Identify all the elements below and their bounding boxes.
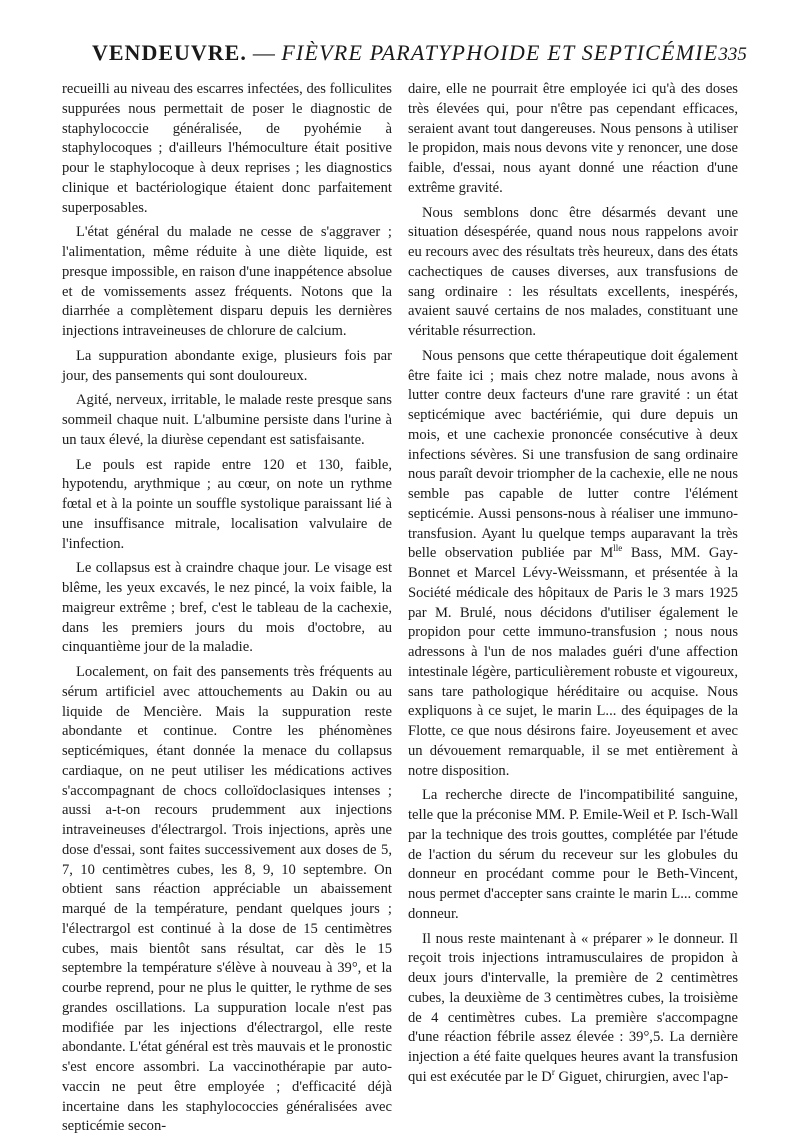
paragraph: La suppuration abondante exige, plusieurs fois par jour, des pansements qui sont douloureux.: [62, 347, 392, 384]
paragraph: Agité, nerveux, irritable, le malade reste presque sans sommeil chaque nuit. L'albumine persiste dans l'urine à un taux élevé, la diurèse cependant est satisfaisante.: [62, 392, 392, 448]
superscript: lle: [613, 543, 623, 554]
paragraph: L'état général du malade ne cesse de s'aggraver ; l'alimentation, même réduite à une diète liquide, est presque impossible, en raison d'une inappétence absolue et de vomissements assez fréquents. Notons que la diarrhée a complètement disparu depuis les dernières injections intraveineuses de chlorure de calcium.: [62, 224, 392, 339]
running-head: [92, 40, 747, 76]
paragraph-text: Giguet, chirurgien, avec l'ap-: [554, 1068, 729, 1085]
paragraph: recueilli au niveau des escarres infectées, des folliculites suppurées nous permettait de poser le diagnostic de staphylococcie généralisée, de pyohémie à staphylocoques ; d'ailleurs l'hémoculture était positive pour le staphylocoque à deux reprises ; les diagnostics clinique et bactériologique étaient donc parfaitement superposables.: [62, 81, 392, 216]
paragraph: Le pouls est rapide entre 120 et 130, faible, hypotendu, arythmique ; au cœur, on note un rythme fœtal et à la pointe un souffle systolique paraissant lié à une insuffisance mitrale, localisation valvulaire de l'infection.: [62, 456, 392, 552]
left-column: [62, 80, 392, 1142]
paragraph: daire, elle ne pourrait être employée ici qu'à des doses très élevées qui, pour n'être pas cependant efficaces, seraient avant tout dangereuses. Nous pensons à utiliser le propidon, mais nous devons vite y renoncer, une dose faible, d'essai, nous ayant donné une réaction d'une extrême gravité.: [408, 81, 738, 196]
page-number: 335: [718, 44, 747, 65]
running-head-title: [92, 40, 718, 66]
paragraph: Le collapsus est à craindre chaque jour. Le visage est blême, les yeux excavés, le nez pincé, la voix faible, la maigreur extrême ; bref, c'est le tableau de la cachexie, dans les premiers jours du mois d'octobre, au cinquantième jour de la maladie.: [62, 560, 392, 656]
paragraph: La recherche directe de l'incompatibilité sanguine, telle que la préconise MM. P. Emile-Weil et P. Isch-Wall par la technique des trois gouttes, complétée par l'étude de l'action du sérum du receveur sur les globules du donneur en procédant comme pour le Beth-Vincent, nous permet d'accepter sans crainte le marin L... comme donneur.: [408, 787, 738, 922]
paragraph-text: Bass, MM. Gay-Bonnet et Marcel Lévy-Weissmann, et présentée à la Société médicale des hôpitaux de Paris le 3 mars 1925 par M. Brulé, nous décidons d'utiliser également le propidon pour cette immuno-transfusion ; nous nous adressons à l'un de nos malades guéri d'une affection intestinale légère, particulièrement robuste et vigoureux, sans tare pathologique héréditaire ou acquise. Nous expliquons à ce sujet, le marin L... des équipages de la Flotte, ce que nous désirons faire. Joyeusement et avec un dévouement remarquable, il se met entièrement à notre disposition.: [408, 545, 738, 779]
author-name: VENDEUVRE.: [92, 40, 247, 65]
paragraph: [408, 347, 738, 782]
paragraph-text: Il nous reste maintenant à « préparer » le donneur. Il reçoit trois injections intramusculaires de propidon à deux jours d'intervalle, la première de 2 centimètres cubes, la deuxième de 3 centimètres cubes, la troisième de 4 centimètres cubes. La première s'accompagne d'une réaction fébrile assez élevée : 39°,5. La dernière injection a été faite quelques heures avant la transfusion qui est exécutée par le D: [408, 930, 738, 1085]
paragraph: Localement, on fait des pansements très fréquents au sérum artificiel avec attouchements au Dakin ou au liquide de Mencière. Mais la suppuration reste abondante et continue. Contre les phénomènes septicémiques, étant donnée la menace du collapsus cardiaque, on ne peut utiliser les médications actives s'accompagnant de chocs colloïdoclasiques intenses ; aussi a-t-on recours prudemment aux injections intraveineuses d'électrargol. Trois injections, après une dose d'essai, sont faites successivement aux doses de 5, 7, 10 centimètres cubes, les 8, 9, 10 septembre. On obtient sans réaction appréciable un abaissement marqué de la température, pendant quelques jours ; l'électrargol est continué à la dose de 15 centimètres cubes, mais bientôt sans résultat, car dès le 15 septembre la température s'élève à nouveau à 39°, et la courbe reprend, pour ne plus le quitter, le rythme de ses grandes oscillations. La suppuration locale n'est pas modifiée par les injections d'électrargol, elle reste abondante. L'état général est très mauvais et le pronostic s'est encore assombri. La vaccinothérapie par auto-vaccin ne peut être employée ; d'efficacité déjà incertaine dans les staphylococcies généralisées avec septicémie secon-: [62, 664, 392, 1135]
right-column: [408, 80, 738, 1093]
paragraph: [408, 930, 738, 1088]
paragraph-text: Nous pensons que cette thérapeutique doit également être faite ici ; mais chez notre malade, nous avons à lutter contre deux facteurs d'une rare gravité : un état septicémique avec bactériémie, qui dure depuis un mois, et une cachexie prononcée consécutive à deux infections sévères. Si une transfusion de sang ordinaire nous paraît devoir triompher de la cachexie, elle ne nous semble pas capable de lutter contre l'élément septicémie. Aussi pensons-nous à réaliser une immuno-transfusion. Ayant lu quelque temps auparavant la très belle observation publiée par M: [408, 347, 738, 562]
article-subject: FIÈVRE PARATYPHOIDE ET SEPTICÉMIE: [281, 40, 719, 65]
superscript: r: [551, 1066, 555, 1077]
title-separator: —: [246, 40, 282, 65]
paragraph: Nous semblons donc être désarmés devant une situation désespérée, quand nous nous rappelons avoir eu recours avec des résultats très heureux, dans des états cachectiques de causes diverses, aux transfusions de sang ordinaire : les résultats excellents, inespérés, avaient sauvé certains de nos malades, constituant une véritable résurrection.: [408, 204, 738, 339]
